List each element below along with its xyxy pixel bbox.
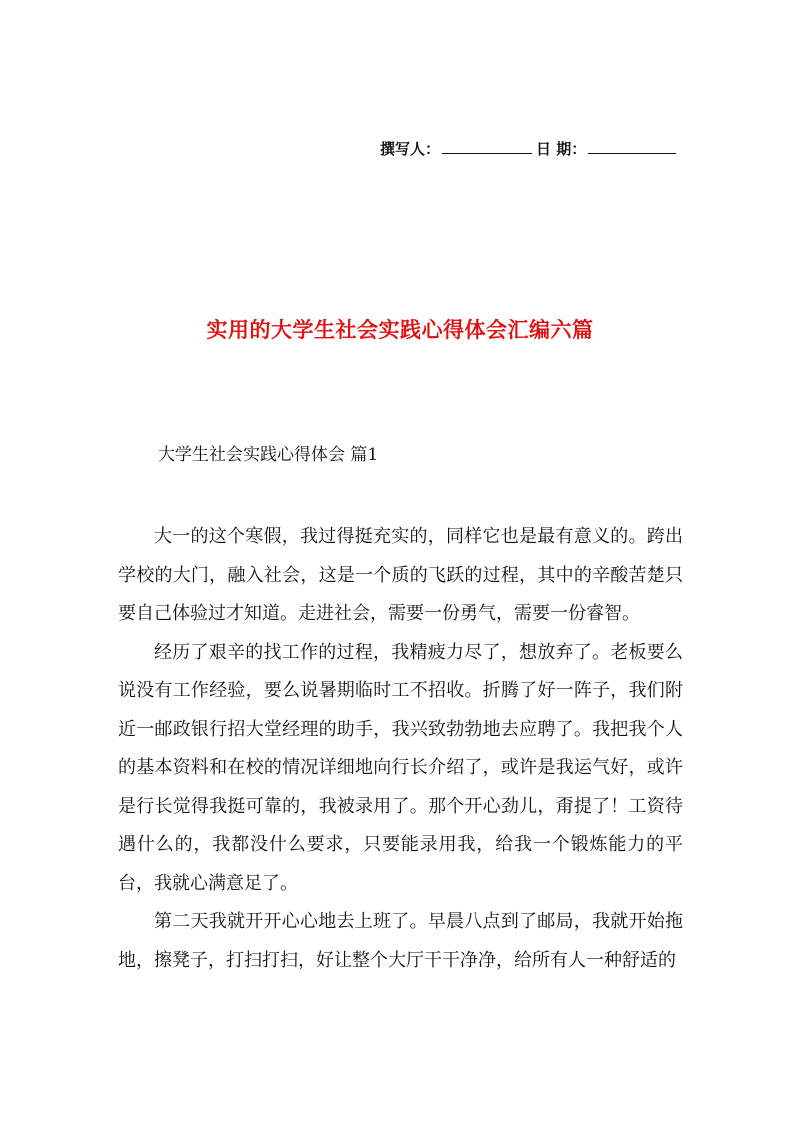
body-paragraph: 经历了艰辛的找工作的过程，我精疲力尽了，想放弃了。老板要么说没有工作经验，要么说暑期临时工不招收。折腾了好一阵子，我们附近一邮政银行招大堂经理的助手，我兴致勃勃地去应聘了。我把我个人的基本资料和在校的情况详细地向行长介绍了，或许是我运气好，或许是行长觉得我挺可靠的，我被录用了。那个开心劲儿，甭提了！工资待遇什么的，我都没什么要求，只要能录用我，给我一个锻炼能力的平台，我就心满意足了。 [118, 641, 683, 894]
document-header [380, 138, 676, 159]
author-label: 撰写人： [380, 140, 441, 158]
section-heading: 大学生社会实践心得体会 篇1 [158, 445, 379, 465]
body-paragraph: 大一的这个寒假，我过得挺充实的，同样它也是最有意义的。跨出学校的大门，融入社会，这是一个质的飞跃的过程，其中的辛酸苦楚只要自己体验过才知道。走进社会，需要一份勇气，需要一份睿智。 [118, 526, 683, 624]
document-body [118, 518, 683, 980]
date-label: 日 期： [536, 140, 587, 158]
body-paragraph: 第二天我就开开心心地去上班了。早晨八点到了邮局，我就开始拖地，擦凳子，打扫打扫，好让整个大厅干干净净，给所有人一种舒适的 [118, 911, 683, 971]
document-title: 实用的大学生社会实践心得体会汇编六篇 [206, 317, 594, 342]
date-blank-line [588, 139, 676, 154]
author-blank-line [442, 139, 532, 154]
